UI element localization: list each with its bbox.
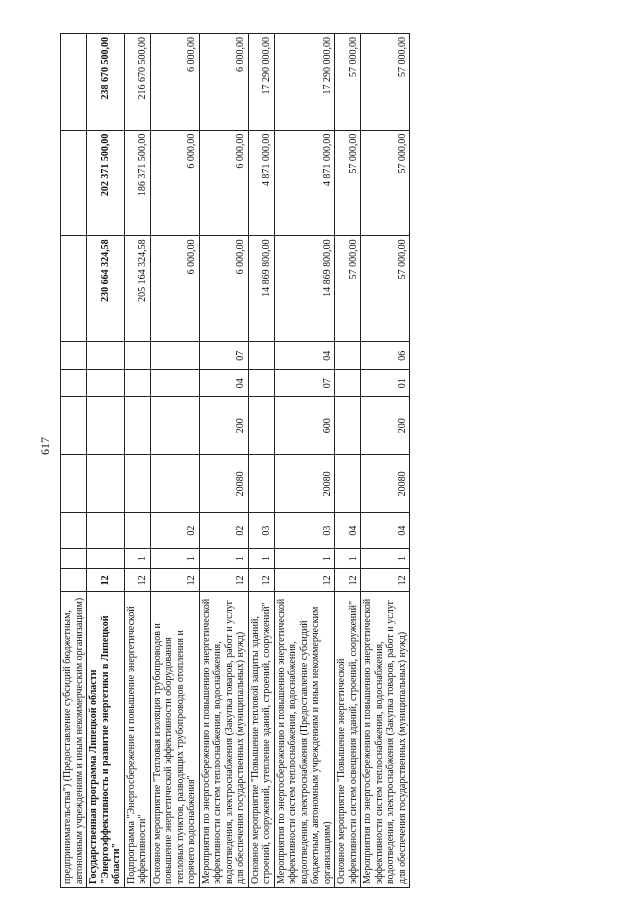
- row-subprogram-code: 1: [150, 548, 199, 569]
- row-amount-year3: 57 000,00: [361, 34, 410, 131]
- row-amount-year2: 6 000,00: [199, 130, 248, 236]
- row-section-code: 07: [274, 370, 335, 397]
- row-subsection-code: 06: [361, 342, 410, 370]
- row-section-code: [150, 370, 199, 397]
- row-section-code: 04: [199, 370, 248, 397]
- row-amount-year1: 230 664 324,58: [87, 236, 125, 342]
- row-amount-year2: [61, 130, 87, 236]
- row-expense-type-code: 600: [274, 397, 335, 455]
- row-expense-type-code: [248, 397, 274, 455]
- row-program-code: 12: [150, 569, 199, 592]
- row-expense-type-code: [335, 397, 361, 455]
- row-measure-code: [61, 513, 87, 548]
- row-subprogram-code: 1: [248, 548, 274, 569]
- row-expense-type-code: [124, 397, 150, 455]
- row-direction-code: [248, 455, 274, 513]
- row-subsection-code: [61, 342, 87, 370]
- row-direction-code: [87, 455, 125, 513]
- row-name-cell: Подпрограмма "Энергосбережение и повышение энергетической эффективности": [124, 592, 150, 888]
- row-amount-year2: 4 871 000,00: [274, 130, 335, 236]
- row-amount-year1: 205 164 324,58: [124, 236, 150, 342]
- row-measure-code: [124, 513, 150, 548]
- row-amount-year2: 6 000,00: [150, 130, 199, 236]
- row-subprogram-code: 1: [335, 548, 361, 569]
- row-direction-code: 20080: [361, 455, 410, 513]
- row-amount-year1: 57 000,00: [335, 236, 361, 342]
- row-expense-type-code: 200: [361, 397, 410, 455]
- row-name-cell: предпринимательства") (Предоставление субсидий бюджетным, автономным учреждениям и иным некоммерческим организациям): [61, 592, 87, 888]
- row-subsection-code: 04: [274, 342, 335, 370]
- row-expense-type-code: [150, 397, 199, 455]
- table-row: [150, 34, 199, 888]
- row-amount-year2: 186 371 500,00: [124, 130, 150, 236]
- row-amount-year1: 6 000,00: [150, 236, 199, 342]
- row-amount-year1: 6 000,00: [199, 236, 248, 342]
- row-name-cell: Мероприятия по энергосбережению и повышению энергетической эффективности систем теплоснабжения, водоснабжения, водоотведения, электроснабжения (Закупка товаров, работ и услуг для обеспечения государственных (муниципальных) нужд): [361, 592, 410, 888]
- row-subsection-code: [248, 342, 274, 370]
- row-section-code: [335, 370, 361, 397]
- row-section-code: 01: [361, 370, 410, 397]
- row-amount-year3: 6 000,00: [199, 34, 248, 131]
- row-program-code: 12: [199, 569, 248, 592]
- table-row: [87, 34, 125, 888]
- row-subprogram-code: [87, 548, 125, 569]
- table-body: [61, 34, 410, 888]
- row-subprogram-code: 1: [274, 548, 335, 569]
- budget-table-container: [60, 33, 607, 888]
- table-row: [199, 34, 248, 888]
- row-program-code: 12: [124, 569, 150, 592]
- row-direction-code: [61, 455, 87, 513]
- row-expense-type-code: [87, 397, 125, 455]
- row-subprogram-code: 1: [361, 548, 410, 569]
- row-program-code: 12: [335, 569, 361, 592]
- row-name-cell: Основное мероприятие "Тепловая изоляция трубопроводов и повышение энергетической эффективности оборудования тепловых пунктов, разводящих трубопроводов отопления и горячего водоснабжения": [150, 592, 199, 888]
- table-row: [61, 34, 87, 888]
- row-amount-year2: 57 000,00: [335, 130, 361, 236]
- row-subprogram-code: [61, 548, 87, 569]
- row-name-cell: Основное мероприятие "Повышение энергетической эффективности систем освещения зданий, строений, сооружений": [335, 592, 361, 888]
- row-amount-year2: 57 000,00: [361, 130, 410, 236]
- row-section-code: [124, 370, 150, 397]
- row-section-code: [87, 370, 125, 397]
- row-direction-code: 20080: [199, 455, 248, 513]
- row-name-cell: Основное мероприятие "Повышение тепловой защиты зданий, строений, сооружений, утепление зданий, строений, сооружений": [248, 592, 274, 888]
- row-program-code: 12: [274, 569, 335, 592]
- row-amount-year1: 14 869 800,00: [248, 236, 274, 342]
- row-direction-code: 20080: [274, 455, 335, 513]
- row-name-cell: Государственная программа Липецкой области "Энергоэффективность и развитие энергетики в Липецкой области": [87, 592, 125, 888]
- row-amount-year3: 6 000,00: [150, 34, 199, 131]
- row-subsection-code: [150, 342, 199, 370]
- row-program-code: 12: [361, 569, 410, 592]
- row-subsection-code: [87, 342, 125, 370]
- row-subsection-code: 07: [199, 342, 248, 370]
- budget-table: [60, 33, 410, 888]
- row-subsection-code: [124, 342, 150, 370]
- row-program-code: 12: [87, 569, 125, 592]
- row-measure-code: 02: [150, 513, 199, 548]
- row-amount-year3: 17 290 000,00: [248, 34, 274, 131]
- table-row: [248, 34, 274, 888]
- page-number: 617: [38, 437, 52, 455]
- row-amount-year3: 216 670 500,00: [124, 34, 150, 131]
- row-amount-year3: 57 000,00: [335, 34, 361, 131]
- table-row: [361, 34, 410, 888]
- row-amount-year1: 57 000,00: [361, 236, 410, 342]
- row-program-code: 12: [248, 569, 274, 592]
- row-measure-code: 04: [335, 513, 361, 548]
- row-section-code: [61, 370, 87, 397]
- row-measure-code: 03: [248, 513, 274, 548]
- row-direction-code: [150, 455, 199, 513]
- row-measure-code: 02: [199, 513, 248, 548]
- table-row: [274, 34, 335, 888]
- row-program-code: [61, 569, 87, 592]
- row-amount-year3: 238 670 500,00: [87, 34, 125, 131]
- row-subprogram-code: 1: [199, 548, 248, 569]
- row-expense-type-code: [61, 397, 87, 455]
- row-measure-code: 03: [274, 513, 335, 548]
- row-amount-year3: 17 290 000,00: [274, 34, 335, 131]
- row-name-cell: Мероприятия по энергосбережению и повышению энергетической эффективности систем теплоснабжения, водоснабжения, водоотведения, электроснабжения (Закупка товаров, работ и услуг для обеспечения государственных (муниципальных) нужд): [199, 592, 248, 888]
- row-name-cell: Мероприятия по энергосбережению и повышению энергетической эффективности систем теплоснабжения, водоснабжения, водоотведения, электроснабжения (Предоставление субсидий бюджетным, автономным учреждениям и иным некоммерческим организациям): [274, 592, 335, 888]
- row-subprogram-code: 1: [124, 548, 150, 569]
- row-subsection-code: [335, 342, 361, 370]
- row-measure-code: [87, 513, 125, 548]
- row-amount-year2: 4 871 000,00: [248, 130, 274, 236]
- table-row: [124, 34, 150, 888]
- row-direction-code: [335, 455, 361, 513]
- row-section-code: [248, 370, 274, 397]
- row-expense-type-code: 200: [199, 397, 248, 455]
- row-amount-year3: [61, 34, 87, 131]
- row-measure-code: 04: [361, 513, 410, 548]
- row-amount-year2: 202 371 500,00: [87, 130, 125, 236]
- table-row: [335, 34, 361, 888]
- row-direction-code: [124, 455, 150, 513]
- row-amount-year1: 14 869 800,00: [274, 236, 335, 342]
- row-amount-year1: [61, 236, 87, 342]
